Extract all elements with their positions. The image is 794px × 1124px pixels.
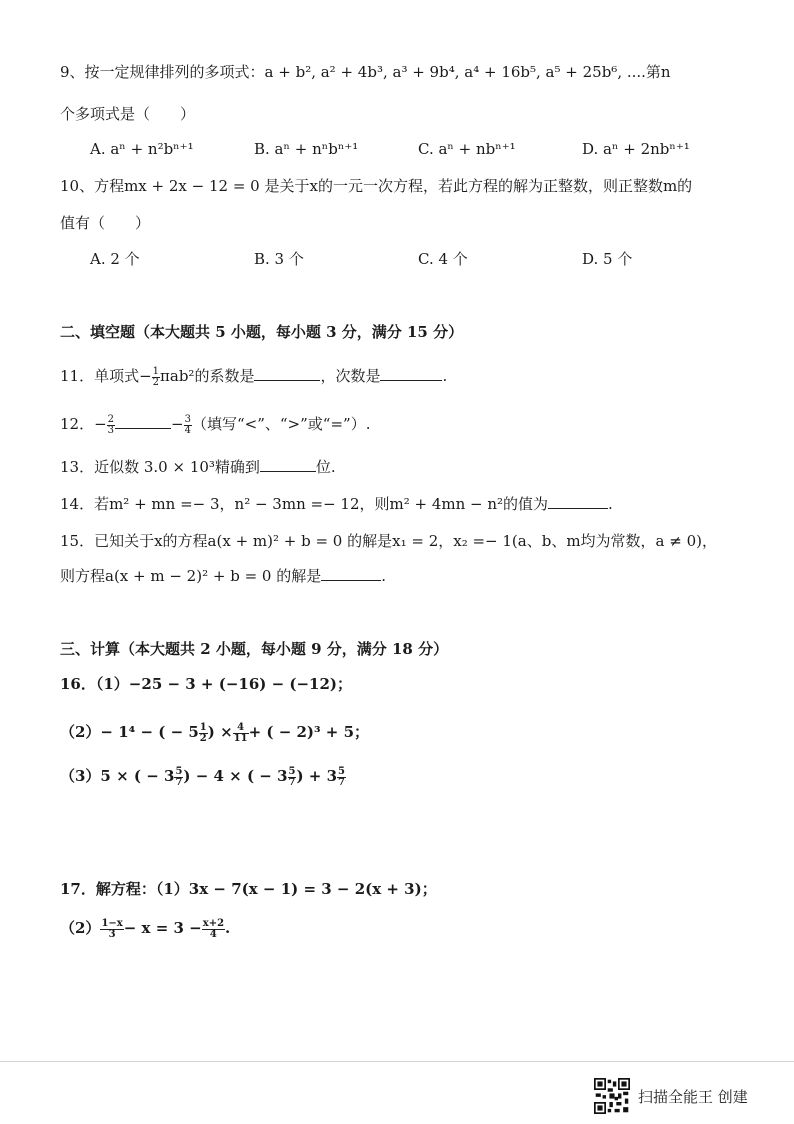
q17-2-a: （2） — [60, 919, 101, 937]
section2-heading: 二、填空题（本大题共 5 小题，每小题 3 分，满分 15 分） — [60, 323, 464, 341]
q12-frac1-den: 3 — [107, 424, 115, 436]
q11-frac-num: 1 — [152, 365, 160, 377]
q15-line1: 15．已知关于x的方程a(x + m)² + b = 0 的解是x₁ = 2，x₂ =− 1(a、b、m均为常数，a ≠ 0)， — [60, 532, 717, 550]
q14-prefix: 14．若m² + mn =− 3，n² − 3mn =− 12，则m² + 4mn − n²的值为 — [60, 495, 549, 513]
q11-fraction — [152, 367, 160, 388]
q16-2-mixed-num: 1 — [199, 721, 207, 733]
q12-fraction2 — [184, 415, 192, 436]
q15-blank[interactable] — [321, 566, 381, 581]
q10-option-a: A. 2 个 — [90, 250, 140, 268]
q12-frac2-num: 3 — [184, 413, 191, 425]
q17-2-f2-den: 4 — [209, 928, 217, 940]
q12-mid: − — [171, 415, 184, 433]
q12-blank[interactable] — [115, 414, 171, 429]
q15-line2 — [60, 566, 386, 586]
q12-frac1-num: 2 — [107, 413, 115, 425]
q14 — [60, 494, 613, 514]
footer-divider — [0, 1061, 794, 1062]
q9-options — [90, 139, 790, 159]
q11-end: . — [442, 367, 448, 385]
q17-2-c: . — [225, 919, 231, 937]
q16-line3 — [60, 766, 346, 788]
q17-2-f1-den: 3 — [108, 928, 116, 940]
q12 — [60, 414, 370, 436]
q16-3-f3-num: 5 — [338, 765, 345, 777]
q16-line2 — [60, 722, 369, 744]
q10-option-b: B. 3 个 — [254, 250, 304, 268]
q9-option-b: B. aⁿ + nⁿbⁿ⁺¹ — [254, 140, 359, 158]
q16-3-b: ) − 4 × ( − 3 — [183, 767, 288, 785]
q9-line2: 个多项式是（ ） — [60, 105, 196, 123]
q15-line2-end: . — [381, 567, 387, 585]
q16-2-frac-den: 11 — [233, 732, 248, 744]
scanner-watermark — [594, 1078, 789, 1114]
q16-3-c: ) + 3 — [296, 767, 338, 785]
q14-end: . — [608, 495, 613, 513]
q12-fraction1 — [107, 415, 115, 436]
q17-2-fraction2 — [202, 919, 225, 940]
q16-3-f2-num: 5 — [288, 765, 296, 777]
q17-2-f2-num: x+2 — [202, 917, 225, 929]
q16-line1: 16．（1）−25 − 3 + (−16) − (−12)； — [60, 675, 353, 693]
q11-blank-coefficient[interactable] — [254, 366, 320, 381]
qr-code-icon — [594, 1078, 630, 1114]
q15-line2-prefix: 则方程a(x + m − 2)² + b = 0 的解是 — [60, 567, 322, 585]
scanner-watermark-text: 扫描全能王 创建 — [638, 1088, 748, 1106]
q11-blank-degree[interactable] — [380, 366, 442, 381]
q16-2-fraction — [233, 723, 249, 744]
q9-option-a: A. aⁿ + n²bⁿ⁺¹ — [90, 140, 194, 158]
q10-option-d: D. 5 个 — [582, 250, 633, 268]
q13-blank[interactable] — [260, 457, 316, 472]
q12-prefix: 12．− — [60, 415, 107, 433]
q9-option-c: C. aⁿ + nbⁿ⁺¹ — [418, 140, 516, 158]
q11-prefix: 11．单项式− — [60, 367, 152, 385]
q10-line2: 值有（ ） — [60, 214, 151, 232]
q10-option-c: C. 4 个 — [418, 250, 468, 268]
q13-end: 位. — [315, 458, 336, 476]
q16-3-f2-den: 7 — [288, 776, 296, 788]
q16-3-f3-den: 7 — [338, 776, 345, 788]
q17-line2 — [60, 918, 230, 940]
q17-2-f1-num: 1−x — [101, 917, 123, 929]
q13-prefix: 13．近似数 3.0 × 10³精确到 — [60, 458, 260, 476]
q11-sep: ，次数是 — [320, 367, 381, 385]
q17-line1: 17．解方程：（1）3x − 7(x − 1) = 3 − 2(x + 3)； — [60, 880, 437, 898]
q9-option-d: D. aⁿ + 2nbⁿ⁺¹ — [582, 140, 690, 158]
q16-2-c: + ( − 2)³ + 5； — [248, 723, 370, 741]
q17-2-fraction1 — [100, 919, 123, 940]
q16-2-mixed-den: 2 — [199, 732, 207, 744]
q11-frac-den: 2 — [152, 376, 160, 388]
q9-line1: 9、按一定规律排列的多项式：a + b², a² + 4b³, a³ + 9b⁴, a⁴ + 16b⁵, a⁵ + 25b⁶, ....第n — [60, 63, 671, 81]
section3-heading: 三、计算（本大题共 2 小题，每小题 9 分，满分 18 分） — [60, 640, 449, 658]
q16-2-frac-num: 4 — [233, 723, 249, 734]
q12-frac2-den: 4 — [184, 424, 191, 436]
q11-middle: πab²的系数是 — [160, 367, 255, 385]
q11 — [60, 366, 447, 388]
q16-2-mixed-fraction — [199, 723, 208, 744]
q13 — [60, 457, 336, 477]
q16-3-fraction3 — [337, 767, 346, 788]
q10-line1: 10、方程mx + 2x − 12 = 0 是关于x的一元一次方程，若此方程的解为正整数，则正整数m的 — [60, 177, 693, 195]
q16-3-a: （3）5 × ( − 3 — [60, 767, 175, 785]
q12-end: （填写“<”、“>”或“=”）. — [191, 415, 371, 433]
q16-3-f1-den: 7 — [175, 776, 183, 788]
q17-2-b: − x = 3 − — [123, 919, 202, 937]
q14-blank[interactable] — [548, 494, 608, 509]
q16-2-b: ) × — [207, 723, 233, 741]
q10-options — [90, 249, 790, 269]
q16-2-a: （2）− 1⁴ − ( − 5 — [60, 723, 199, 741]
q16-3-f1-num: 5 — [175, 765, 183, 777]
